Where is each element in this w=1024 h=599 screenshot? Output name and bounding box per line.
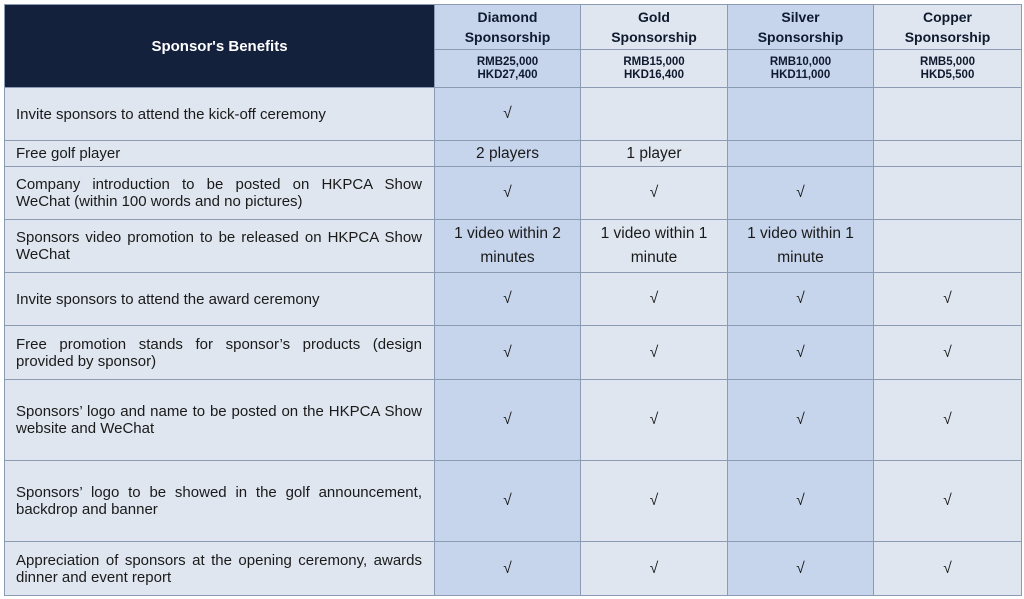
benefit-label: Invite sponsors to attend the kick-off ceremony [5, 88, 435, 141]
tier-copper-price [874, 50, 1022, 88]
table-row [5, 380, 1022, 461]
benefit-label: Free promotion stands for sponsor’s products (design provided by sponsor) [5, 326, 435, 380]
benefits-header: Sponsor's Benefits [5, 5, 435, 88]
table-row [5, 167, 1022, 220]
silver-cell: √ [728, 273, 874, 326]
price-rmb: RMB15,000 [623, 55, 685, 68]
tier-diamond-price [435, 50, 581, 88]
silver-cell [728, 88, 874, 141]
silver-cell: √ [728, 461, 874, 542]
gold-cell: √ [581, 273, 728, 326]
price-rmb: RMB10,000 [769, 55, 832, 68]
price-rmb: RMB5,000 [920, 55, 975, 68]
tier-name-row [5, 5, 1022, 50]
tier-name-line: Silver [781, 9, 820, 25]
copper-cell [874, 167, 1022, 220]
gold-cell: √ [581, 380, 728, 461]
tier-silver-price [728, 50, 874, 88]
diamond-cell: √ [435, 461, 581, 542]
tier-gold-price [581, 50, 728, 88]
tier-gold-name [581, 5, 728, 50]
table-row [5, 542, 1022, 596]
price-hkd: HKD27,400 [477, 68, 538, 81]
diamond-cell: √ [435, 380, 581, 461]
price-hkd: HKD5,500 [920, 68, 975, 81]
benefit-label: Sponsors video promotion to be released on HKPCA Show WeChat [5, 220, 435, 273]
copper-cell: √ [874, 326, 1022, 380]
tier-name-line: Diamond [477, 9, 538, 25]
diamond-cell: √ [435, 326, 581, 380]
diamond-cell: √ [435, 542, 581, 596]
sponsor-benefits-table [4, 4, 1022, 596]
tier-diamond-name [435, 5, 581, 50]
price-hkd: HKD16,400 [623, 68, 685, 81]
gold-cell: √ [581, 461, 728, 542]
benefit-label: Company introduction to be posted on HKPCA Show WeChat (within 100 words and no pictures) [5, 167, 435, 220]
tier-name-line: Sponsorship [757, 29, 844, 45]
benefit-label: Invite sponsors to attend the award ceremony [5, 273, 435, 326]
silver-cell: √ [728, 380, 874, 461]
tier-silver-name [728, 5, 874, 50]
copper-cell: √ [874, 461, 1022, 542]
silver-cell: 1 video within 1 minute [728, 220, 874, 273]
copper-cell [874, 88, 1022, 141]
gold-cell: 1 video within 1 minute [581, 220, 728, 273]
benefit-label: Appreciation of sponsors at the opening ceremony, awards dinner and event report [5, 542, 435, 596]
silver-cell: √ [728, 542, 874, 596]
table-row [5, 273, 1022, 326]
copper-cell: √ [874, 542, 1022, 596]
benefit-label: Sponsors’ logo and name to be posted on the HKPCA Show website and WeChat [5, 380, 435, 461]
price-rmb: RMB25,000 [476, 55, 539, 68]
copper-cell [874, 220, 1022, 273]
tier-name-line: Copper [923, 9, 972, 25]
tier-name-line: Sponsorship [611, 29, 697, 45]
gold-cell: √ [581, 542, 728, 596]
table-row [5, 88, 1022, 141]
copper-cell: √ [874, 380, 1022, 461]
table-row [5, 326, 1022, 380]
diamond-cell: √ [435, 167, 581, 220]
table-row [5, 141, 1022, 167]
diamond-cell: 2 players [435, 141, 581, 167]
tier-name-line: Gold [638, 9, 670, 25]
tier-name-line: Sponsorship [904, 29, 991, 45]
table-row [5, 220, 1022, 273]
silver-cell: √ [728, 167, 874, 220]
diamond-cell: 1 video within 2 minutes [435, 220, 581, 273]
price-hkd: HKD11,000 [770, 68, 831, 81]
benefit-label: Sponsors’ logo to be showed in the golf announcement, backdrop and banner [5, 461, 435, 542]
diamond-cell: √ [435, 273, 581, 326]
copper-cell: √ [874, 273, 1022, 326]
copper-cell [874, 141, 1022, 167]
tier-name-line: Sponsorship [464, 29, 551, 45]
table-row [5, 461, 1022, 542]
gold-cell [581, 88, 728, 141]
tier-copper-name [874, 5, 1022, 50]
gold-cell: 1 player [581, 141, 728, 167]
gold-cell: √ [581, 326, 728, 380]
diamond-cell: √ [435, 88, 581, 141]
benefit-label: Free golf player [5, 141, 435, 167]
silver-cell: √ [728, 326, 874, 380]
silver-cell [728, 141, 874, 167]
gold-cell: √ [581, 167, 728, 220]
